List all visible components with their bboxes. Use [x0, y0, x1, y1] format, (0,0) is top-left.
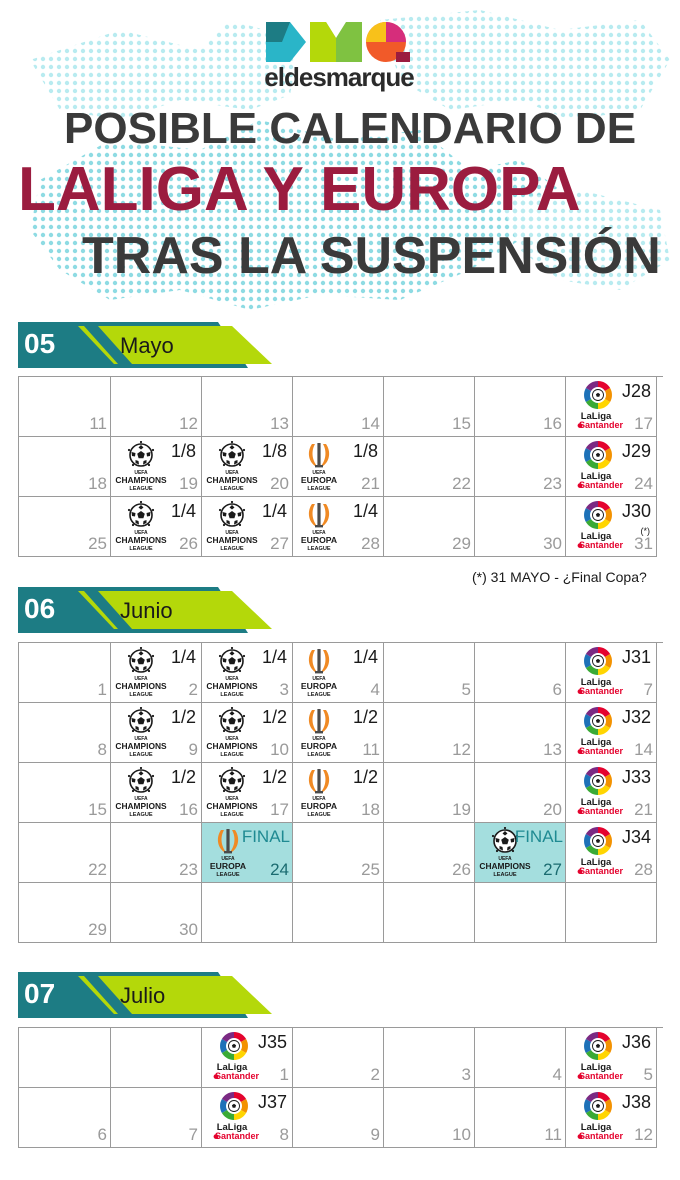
calendar-day [111, 883, 202, 943]
day-number: 15 [452, 414, 471, 433]
calendar-grid-junio [18, 642, 663, 943]
calendar-day [475, 763, 566, 823]
laliga-label-sub: Santander [578, 866, 624, 876]
footnote-marker: (*) [640, 526, 650, 536]
cl-label-sub: LEAGUE [129, 486, 153, 492]
champions-league-icon [115, 707, 175, 761]
el-label-main: EUROPA [300, 535, 338, 545]
round-tag: J32 [621, 707, 651, 727]
calendar-day [293, 437, 384, 497]
laliga-label-main: LaLiga [580, 737, 612, 748]
calendar-day [19, 703, 111, 763]
day-number: 23 [543, 474, 562, 493]
day-number: 17 [270, 800, 289, 819]
day-number: 20 [543, 800, 562, 819]
el-label-sub: LEAGUE [307, 546, 331, 552]
el-label-main: EUROPA [300, 801, 338, 811]
day-number: 10 [452, 1125, 471, 1144]
calendar-day [566, 823, 657, 883]
round-tag: 1/2 [170, 767, 196, 787]
el-label-top: UEFA [312, 676, 326, 682]
calendar-day [475, 883, 566, 943]
cl-label-top: UEFA [134, 736, 148, 742]
el-label-top: UEFA [312, 530, 326, 536]
calendar-day [475, 643, 566, 703]
month-number: 06 [24, 593, 56, 624]
round-tag: 1/2 [261, 767, 287, 787]
calendar-day [475, 703, 566, 763]
day-number: 11 [362, 740, 380, 759]
laliga-label-main: LaLiga [580, 677, 612, 688]
cl-label-top: UEFA [225, 530, 239, 536]
round-tag: 1/2 [352, 707, 378, 727]
day-number: 7 [188, 1125, 198, 1144]
day-number: 4 [552, 1065, 562, 1084]
day-number: 25 [361, 860, 380, 879]
round-tag: 1/4 [352, 647, 378, 667]
calendar-week-row [19, 497, 663, 557]
day-number: 13 [543, 740, 562, 759]
day-number: 19 [452, 800, 471, 819]
el-label-top: UEFA [312, 470, 326, 476]
day-number: 1 [97, 680, 107, 699]
cl-label-top: UEFA [225, 676, 239, 682]
calendar-day [475, 437, 566, 497]
laliga-label-main: LaLiga [580, 531, 612, 542]
round-tag: J37 [257, 1092, 287, 1112]
calendar-day [293, 823, 384, 883]
day-number: 14 [361, 414, 380, 433]
laliga-label-sub: Santander [578, 746, 624, 756]
calendar-week-row [19, 703, 663, 763]
eldesmarque-logo [264, 18, 414, 93]
day-number: 21 [634, 800, 653, 819]
day-number: 13 [270, 414, 289, 433]
round-tag: J33 [621, 767, 651, 787]
laliga-label-sub: Santander [578, 420, 624, 430]
round-tag: 1/2 [352, 767, 378, 787]
calendar-day [293, 883, 384, 943]
cl-label-main: CHAMPIONS [115, 741, 167, 751]
el-label-top: UEFA [312, 796, 326, 802]
calendar-grid-julio [18, 1027, 663, 1148]
round-tag: J29 [621, 441, 651, 461]
month-name: Junio [120, 598, 173, 623]
cl-label-sub: LEAGUE [129, 692, 153, 698]
europa-league-icon [299, 501, 359, 555]
calendar-week-row [19, 1088, 663, 1148]
calendar-week-row [19, 377, 663, 437]
champions-league-icon [206, 767, 266, 821]
champions-league-icon [206, 441, 266, 495]
calendar-day [202, 883, 293, 943]
round-tag: 1/8 [352, 441, 378, 461]
calendar-week-row [19, 643, 663, 703]
calendar-day [384, 883, 475, 943]
calendar-day [19, 497, 111, 557]
round-tag: 1/8 [170, 441, 196, 461]
calendar-day [566, 883, 657, 943]
el-label-sub: LEAGUE [216, 872, 240, 878]
day-number: 28 [361, 534, 380, 553]
round-tag: J35 [257, 1032, 287, 1052]
calendar-day [384, 1028, 475, 1088]
laliga-label-sub: Santander [578, 1071, 624, 1081]
day-number: 19 [179, 474, 198, 493]
laliga-label-main: LaLiga [216, 1122, 248, 1133]
cl-label-top: UEFA [134, 530, 148, 536]
day-number: 17 [634, 414, 653, 433]
cl-label-sub: LEAGUE [493, 872, 517, 878]
el-label-top: UEFA [221, 856, 235, 862]
cl-label-main: CHAMPIONS [115, 681, 167, 691]
day-number: 20 [270, 474, 289, 493]
title-line-2: LALIGA Y EUROPA [18, 155, 581, 224]
calendar-day [384, 497, 475, 557]
calendar-day [202, 1088, 293, 1148]
el-label-sub: LEAGUE [307, 812, 331, 818]
calendar-day-final [202, 823, 293, 883]
cl-label-main: CHAMPIONS [115, 535, 167, 545]
day-number: 24 [634, 474, 653, 493]
cl-label-main: CHAMPIONS [206, 801, 258, 811]
day-number: 23 [179, 860, 198, 879]
calendar-day [111, 643, 202, 703]
calendar-day [293, 763, 384, 823]
day-number: 1 [279, 1065, 289, 1084]
calendar-day [293, 703, 384, 763]
champions-league-icon [115, 441, 175, 495]
cl-label-sub: LEAGUE [220, 546, 244, 552]
europa-league-icon [299, 441, 359, 495]
calendar-day [202, 377, 293, 437]
round-tag: 1/4 [170, 647, 196, 667]
cl-label-sub: LEAGUE [129, 546, 153, 552]
laliga-label-main: LaLiga [580, 857, 612, 868]
day-number: 11 [544, 1125, 562, 1144]
round-tag: J34 [621, 827, 651, 847]
day-number: 24 [270, 860, 289, 879]
cl-label-sub: LEAGUE [220, 692, 244, 698]
cl-label-sub: LEAGUE [129, 752, 153, 758]
day-number: 31 [634, 534, 653, 553]
el-label-sub: LEAGUE [307, 692, 331, 698]
day-number: 29 [452, 534, 471, 553]
calendar-day [293, 497, 384, 557]
calendar-day [111, 823, 202, 883]
day-number: 21 [361, 474, 380, 493]
cl-label-main: CHAMPIONS [206, 475, 258, 485]
day-number: 26 [179, 534, 198, 553]
laliga-label-main: LaLiga [580, 471, 612, 482]
calendar-day [475, 1028, 566, 1088]
cl-label-top: UEFA [225, 470, 239, 476]
calendar-day [19, 883, 111, 943]
day-number: 8 [97, 740, 107, 759]
round-tag: 1/2 [170, 707, 196, 727]
calendar-day [293, 1028, 384, 1088]
cl-label-main: CHAMPIONS [206, 535, 258, 545]
calendar-day [202, 703, 293, 763]
laliga-label-sub: Santander [578, 540, 624, 550]
round-tag: J31 [621, 647, 651, 667]
cl-label-sub: LEAGUE [129, 812, 153, 818]
calendar-day [384, 437, 475, 497]
day-number: 5 [643, 1065, 653, 1084]
day-number: 10 [270, 740, 289, 759]
champions-league-icon [115, 501, 175, 555]
calendar-day [566, 1028, 657, 1088]
cl-label-top: UEFA [134, 796, 148, 802]
europa-league-icon [299, 767, 359, 821]
calendar-day [566, 377, 657, 437]
day-number: 9 [370, 1125, 380, 1144]
calendar-week-row [19, 437, 663, 497]
champions-league-icon [206, 501, 266, 555]
calendar-week-row [19, 763, 663, 823]
day-number: 16 [179, 800, 198, 819]
day-number: 12 [179, 414, 198, 433]
el-label-top: UEFA [312, 736, 326, 742]
laliga-label-main: LaLiga [580, 411, 612, 422]
day-number: 7 [643, 680, 653, 699]
day-number: 18 [361, 800, 380, 819]
calendar-day-final [475, 823, 566, 883]
day-number: 15 [88, 800, 107, 819]
calendar-day [111, 497, 202, 557]
day-number: 14 [634, 740, 653, 759]
title-line-1: POSIBLE CALENDARIO DE [64, 104, 637, 153]
day-number: 30 [179, 920, 198, 939]
cl-label-main: CHAMPIONS [479, 861, 531, 871]
round-tag: 1/4 [352, 501, 378, 521]
laliga-label-main: LaLiga [580, 1062, 612, 1073]
cl-label-top: UEFA [498, 856, 512, 862]
laliga-label-sub: Santander [578, 806, 624, 816]
laliga-label-sub: Santander [214, 1071, 260, 1081]
laliga-label-main: LaLiga [580, 1122, 612, 1133]
calendar-day [384, 643, 475, 703]
calendar-grid-mayo [18, 376, 663, 557]
el-label-main: EUROPA [300, 741, 338, 751]
day-number: 3 [461, 1065, 471, 1084]
calendar-day [202, 1028, 293, 1088]
calendar-day [384, 703, 475, 763]
day-number: 8 [279, 1125, 289, 1144]
cl-label-sub: LEAGUE [220, 812, 244, 818]
day-number: 18 [88, 474, 107, 493]
calendar-day [384, 377, 475, 437]
calendar-day [111, 437, 202, 497]
calendar-day [19, 1088, 111, 1148]
month-header-julio [18, 972, 272, 1018]
laliga-label-sub: Santander [578, 1131, 624, 1141]
el-label-sub: LEAGUE [307, 752, 331, 758]
month-name: Mayo [120, 333, 174, 358]
calendar-day [111, 1028, 202, 1088]
cl-label-main: CHAMPIONS [115, 475, 167, 485]
champions-league-icon [206, 707, 266, 761]
month-name: Julio [120, 983, 166, 1008]
month-number: 05 [24, 328, 56, 359]
calendar-day [384, 1088, 475, 1148]
round-tag: 1/4 [261, 647, 287, 667]
day-number: 28 [634, 860, 653, 879]
cl-label-main: CHAMPIONS [115, 801, 167, 811]
month-header-mayo [18, 322, 272, 368]
cl-label-sub: LEAGUE [220, 752, 244, 758]
dmq-logo-mark [264, 18, 414, 64]
month-number: 07 [24, 978, 56, 1009]
day-number: 2 [188, 680, 198, 699]
calendar-week-row [19, 1028, 663, 1088]
month-header-junio [18, 587, 272, 633]
calendar-day [19, 1028, 111, 1088]
calendar-day [475, 377, 566, 437]
round-tag: J36 [621, 1032, 651, 1052]
europa-league-icon [299, 647, 359, 701]
el-label-main: EUROPA [300, 681, 338, 691]
calendar-week-row [19, 883, 663, 943]
calendar-day [19, 437, 111, 497]
calendar-day [19, 643, 111, 703]
calendar-day [384, 763, 475, 823]
calendar-day [111, 763, 202, 823]
day-number: 16 [543, 414, 562, 433]
calendar-day [202, 763, 293, 823]
calendar-day [384, 823, 475, 883]
day-number: 9 [188, 740, 198, 759]
calendar-day [19, 377, 111, 437]
calendar-day [202, 437, 293, 497]
round-tag: J28 [621, 381, 651, 401]
cl-label-top: UEFA [134, 676, 148, 682]
calendar-day [566, 437, 657, 497]
day-number: 12 [634, 1125, 653, 1144]
footnote-final-copa: (*) 31 MAYO - ¿Final Copa? [472, 569, 647, 585]
calendar-day [293, 1088, 384, 1148]
calendar-day [475, 1088, 566, 1148]
cl-label-top: UEFA [225, 796, 239, 802]
calendar-day [202, 643, 293, 703]
europa-league-icon [299, 707, 359, 761]
day-number: 2 [370, 1065, 380, 1084]
round-tag: FINAL [241, 827, 290, 846]
calendar-day [202, 497, 293, 557]
round-tag: 1/4 [170, 501, 196, 521]
laliga-label-sub: Santander [578, 480, 624, 490]
day-number: 27 [543, 860, 562, 879]
el-label-main: EUROPA [209, 861, 247, 871]
round-tag: 1/4 [261, 501, 287, 521]
day-number: 22 [88, 860, 107, 879]
calendar-day [19, 763, 111, 823]
calendar-day [566, 1088, 657, 1148]
day-number: 26 [452, 860, 471, 879]
round-tag: 1/8 [261, 441, 287, 461]
round-tag: FINAL [514, 827, 563, 846]
day-number: 30 [543, 534, 562, 553]
laliga-label-main: LaLiga [580, 797, 612, 808]
day-number: 11 [89, 414, 107, 433]
el-label-sub: LEAGUE [307, 486, 331, 492]
calendar-day [111, 377, 202, 437]
calendar-day [566, 643, 657, 703]
laliga-label-sub: Santander [214, 1131, 260, 1141]
calendar-day [566, 763, 657, 823]
laliga-label-sub: Santander [578, 686, 624, 696]
day-number: 6 [552, 680, 562, 699]
el-label-main: EUROPA [300, 475, 338, 485]
champions-league-icon [115, 767, 175, 821]
champions-league-icon [115, 647, 175, 701]
day-number: 29 [88, 920, 107, 939]
round-tag: 1/2 [261, 707, 287, 727]
calendar-day [566, 703, 657, 763]
day-number: 3 [279, 680, 289, 699]
calendar-day [293, 377, 384, 437]
cl-label-top: UEFA [134, 470, 148, 476]
cl-label-top: UEFA [225, 736, 239, 742]
calendar-day [566, 497, 657, 557]
round-tag: J38 [621, 1092, 651, 1112]
day-number: 25 [88, 534, 107, 553]
cl-label-sub: LEAGUE [220, 486, 244, 492]
title-line-3: TRAS LA SUSPENSIÓN [82, 227, 661, 285]
day-number: 27 [270, 534, 289, 553]
day-number: 5 [461, 680, 471, 699]
calendar-day [293, 643, 384, 703]
calendar-day [111, 703, 202, 763]
day-number: 6 [97, 1125, 107, 1144]
calendar-day [19, 823, 111, 883]
cl-label-main: CHAMPIONS [206, 741, 258, 751]
champions-league-icon [206, 647, 266, 701]
logo-wordmark: eldesmarque [264, 62, 414, 92]
calendar-week-row [19, 823, 663, 883]
day-number: 4 [370, 680, 380, 699]
cl-label-main: CHAMPIONS [206, 681, 258, 691]
calendar-day [111, 1088, 202, 1148]
laliga-label-main: LaLiga [216, 1062, 248, 1073]
calendar-day [475, 497, 566, 557]
day-number: 22 [452, 474, 471, 493]
day-number: 12 [452, 740, 471, 759]
round-tag: J30 [621, 501, 651, 521]
